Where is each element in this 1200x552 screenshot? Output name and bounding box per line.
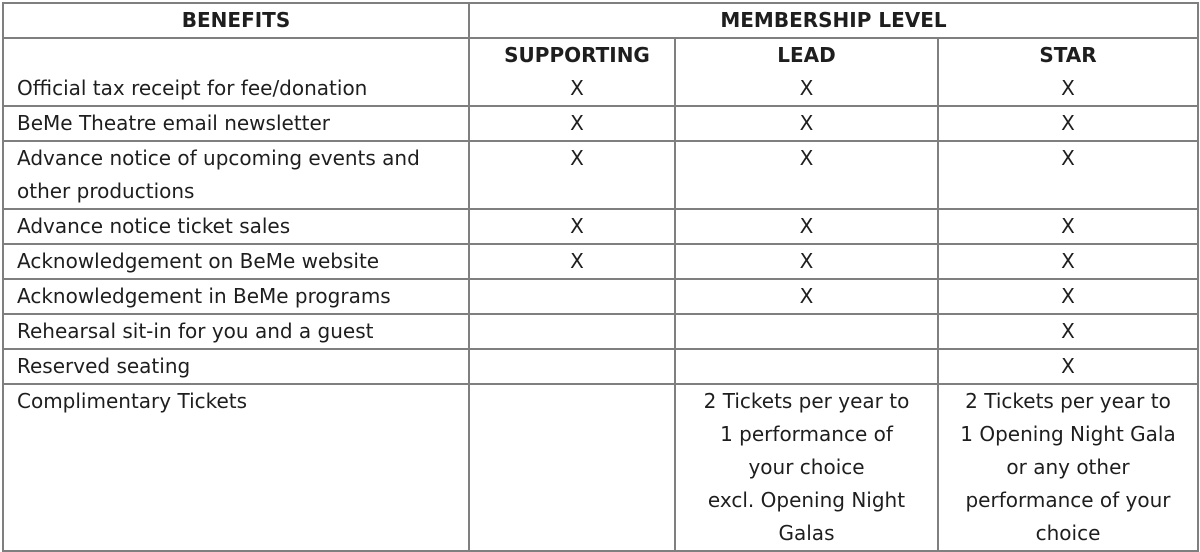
lead-tickets-line: 2 Tickets per year to: [703, 389, 910, 413]
lead-tickets-line: Galas: [778, 521, 835, 545]
lead-cell: X: [675, 106, 938, 141]
lead-cell: [675, 349, 938, 384]
membership-level-header: MEMBERSHIP LEVEL: [469, 3, 1198, 38]
supporting-cell: X: [469, 141, 675, 209]
benefit-label: Advance notice ticket sales: [3, 209, 469, 244]
supporting-cell: [469, 279, 675, 314]
membership-benefits-table: [2, 2, 1199, 552]
benefit-label-line: other productions: [17, 179, 195, 203]
benefit-label: BeMe Theatre email newsletter: [3, 106, 469, 141]
star-tickets-line: or any other: [1006, 455, 1130, 479]
benefit-label: Official tax receipt for fee/donation: [17, 76, 368, 100]
check-mark: X: [1061, 76, 1075, 100]
lead-cell: X: [675, 141, 938, 209]
star-tickets-line: performance of your: [965, 488, 1171, 512]
table-row: [3, 38, 1198, 106]
check-mark: X: [570, 76, 584, 100]
header-row: [3, 3, 1198, 38]
level-supporting-header: SUPPORTING: [504, 43, 650, 67]
star-cell: X: [938, 141, 1198, 209]
star-tickets-line: choice: [1035, 521, 1101, 545]
lead-cell: X: [675, 279, 938, 314]
lead-cell: X: [675, 209, 938, 244]
check-mark: X: [799, 76, 814, 100]
star-cell: X: [938, 279, 1198, 314]
lead-tickets-line: excl. Opening Night: [707, 488, 906, 512]
star-cell: X: [938, 244, 1198, 279]
lead-cell: [675, 314, 938, 349]
star-cell: X: [938, 314, 1198, 349]
lead-tickets-line: your choice: [748, 455, 865, 479]
supporting-cell: [469, 38, 675, 106]
star-cell: X: [938, 349, 1198, 384]
benefit-label: Acknowledgement in BeMe programs: [3, 279, 469, 314]
table-row: [3, 349, 1198, 384]
benefit-label: Acknowledgement on BeMe website: [3, 244, 469, 279]
benefit-label-line: Advance notice of upcoming events and: [17, 146, 420, 170]
star-tickets-cell: [938, 384, 1198, 551]
benefit-label: Reserved seating: [3, 349, 469, 384]
supporting-cell: [469, 314, 675, 349]
lead-cell: [675, 38, 938, 106]
star-cell: [938, 38, 1198, 106]
star-cell: X: [938, 106, 1198, 141]
lead-cell: X: [675, 244, 938, 279]
lead-tickets-line: 1 performance of: [720, 422, 893, 446]
supporting-cell: X: [469, 244, 675, 279]
table-row: [3, 279, 1198, 314]
table-row: [3, 106, 1198, 141]
supporting-cell: X: [469, 209, 675, 244]
table-row: [3, 209, 1198, 244]
benefits-header: BENEFITS: [3, 3, 469, 38]
star-cell: X: [938, 209, 1198, 244]
star-tickets-line: 2 Tickets per year to: [965, 389, 1171, 413]
star-tickets-line: 1 Opening Night Gala: [960, 422, 1176, 446]
benefit-cell: [3, 38, 469, 106]
table-row: [3, 384, 1198, 551]
supporting-cell: [469, 384, 675, 551]
benefit-cell: [3, 141, 469, 209]
supporting-cell: [469, 349, 675, 384]
level-lead-header: LEAD: [777, 43, 836, 67]
table-row: [3, 141, 1198, 209]
table-row: [3, 244, 1198, 279]
supporting-cell: X: [469, 106, 675, 141]
lead-tickets-cell: [675, 384, 938, 551]
table-row: [3, 314, 1198, 349]
benefit-label: Complimentary Tickets: [3, 384, 469, 551]
level-star-header: STAR: [1039, 43, 1097, 67]
benefit-label: Rehearsal sit-in for you and a guest: [3, 314, 469, 349]
